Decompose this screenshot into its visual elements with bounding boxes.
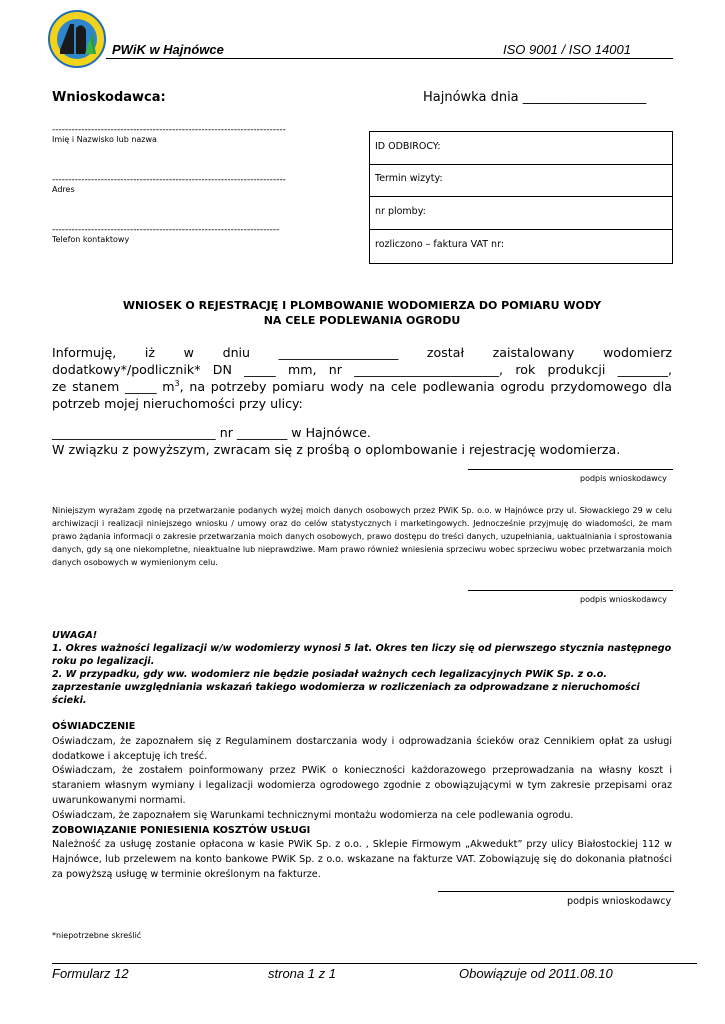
address-field[interactable]: [52, 175, 286, 194]
declaration-p3: Oświadczam, że zapoznałem się Warunkami technicznymi montażu wodomierza na cele podlewania ogrodu.: [52, 809, 574, 821]
phone-dashes: ----------------------------------------------------------------------: [52, 225, 280, 235]
signature-label-3: podpis wnioskodawcy: [567, 896, 672, 907]
form-title: [52, 298, 672, 328]
phone-label: Telefon kontaktowy: [52, 235, 130, 244]
city-date-field[interactable]: Hajnówka dnia ___________________: [423, 90, 647, 105]
seal-number-row[interactable]: [370, 197, 672, 230]
signature-line-3[interactable]: [438, 891, 674, 892]
cost-paragraph: Należność za usługę zostanie opłacona w kasie PWiK Sp. z o.o. , Sklepie Firmowym „Akwedukt” przy ulicy Białostockiej 112 w Hajnówce, lub przelewem na konto bankowe PWiK Sp. z o.o. wskazane na fakturze VAT. Zobowiązuję się do dokonania płatności za powyższą usługę w terminie określonym na fakturze.: [52, 839, 672, 880]
request-line: W związku z powyższym, zwracam się z prośbą o oplombowanie i rejestrację wodomierza.: [52, 442, 621, 457]
form-title-line2: NA CELE PODLEWANIA OGRODU: [263, 314, 461, 327]
customer-id-label: ID ODBIROCY:: [375, 141, 441, 152]
stan-text: ze stanem _____ m: [52, 379, 175, 394]
statement-line4: potrzeb mojej nieruchomości przy ulicy:: [52, 396, 303, 411]
signature-label-1: podpis wnioskodawcy: [580, 474, 667, 483]
footnote: *niepotrzebne skreślić: [52, 931, 142, 940]
statement-line2[interactable]: dodatkowy*/podlicznik* DN _____ mm, nr _______________________, rok produkcji ________,: [52, 362, 672, 377]
declaration-block: [52, 720, 672, 883]
name-field[interactable]: [52, 125, 286, 144]
phone-field[interactable]: [52, 225, 279, 244]
stan-text-rest: , na potrzeby pomiaru wody na cele podlewania ogrodu przydomowego dla: [179, 379, 672, 394]
warning-block: [52, 629, 672, 707]
office-use-box: [369, 131, 673, 264]
signature-line-1[interactable]: [468, 469, 673, 470]
declaration-p1: Oświadczam, że zapoznałem się z Regulaminem dostarczania wody i odprowadzania ścieków oraz Cennikiem opłat za usługi dodatkowe i akceptuję ich treść.: [52, 735, 672, 762]
header-rule: [106, 58, 673, 59]
footer-valid-from: Obowiązuje od 2011.08.10: [459, 966, 613, 981]
invoice-row[interactable]: [370, 230, 672, 262]
declaration-heading: OŚWIADCZENIE: [52, 721, 136, 732]
footer-rule: [52, 963, 697, 964]
address-label: Adres: [52, 185, 75, 194]
form-title-line1: WNIOSEK O REJESTRACJĘ I PLOMBOWANIE WODOMIERZA DO POMIARU WODY: [122, 299, 602, 312]
declaration-p2: Oświadczam, że zostałem poinformowany przez PWiK o konieczności każdorazowego przeprowadzania na własny koszt i staraniem własnym wymiany i legalizacji wodomierza ogrodowego zgodnie z obowiązującymi w tym zakresie przepisami oraz uwarunkowanymi normami.: [52, 765, 672, 806]
address-dashes: ------------------------------------------------------------------------: [52, 175, 286, 185]
cubic-superscript: 3: [174, 378, 180, 388]
street-line[interactable]: __________________________ nr ________ w Hajnówce.: [52, 425, 371, 440]
customer-id-row[interactable]: [370, 132, 672, 165]
seal-number-label: nr plomby:: [375, 206, 426, 217]
statement-street: [52, 424, 672, 458]
footer-form-number: Formularz 12: [52, 966, 129, 981]
company-name: PWiK w Hajnówce: [112, 42, 224, 57]
name-label: Imię i Nazwisko lub nazwa: [52, 135, 157, 144]
visit-date-label: Termin wizyty:: [375, 173, 443, 184]
warning-heading: UWAGA!: [52, 630, 98, 641]
footer-page: strona 1 z 1: [268, 966, 336, 981]
warning-point-2: 2. W przypadku, gdy ww. wodomierz nie będzie posiadał ważnych cech legalizacyjnych PWiK Sp. z o.o. zaprzestanie uwzględniania wskazań takiego wodomierza w rozliczeniach za odprowadzane z nieruchomości ścieki.: [52, 669, 640, 706]
signature-line-2[interactable]: [468, 590, 673, 591]
warning-point-1: 1. Okres ważności legalizacji w/w wodomierzy wynosi 5 lat. Okres ten liczy się od pierwszego stycznia następnego roku po legalizacji.: [52, 643, 672, 667]
cost-heading: ZOBOWIĄZANIE PONIESIENIA KOSZTÓW USŁUGI: [52, 824, 311, 836]
company-logo: [48, 10, 106, 68]
applicant-heading: Wnioskodawca:: [52, 90, 166, 105]
visit-date-row[interactable]: [370, 164, 672, 197]
iso-label: ISO 9001 / ISO 14001: [503, 42, 631, 57]
statement-line1[interactable]: Informuję, iż w dniu ___________________ został zaistalowany wodomierz: [52, 345, 672, 360]
statement: [52, 344, 672, 412]
invoice-label: rozliczono – faktura VAT nr:: [375, 239, 505, 250]
signature-label-2: podpis wnioskodawcy: [580, 595, 667, 604]
name-dashes: ------------------------------------------------------------------------: [52, 125, 286, 135]
statement-line3[interactable]: [52, 378, 672, 395]
privacy-consent: Niniejszym wyrażam zgodę na przetwarzanie podanych wyżej moich danych osobowych przez PWiK Sp. o.o. w Hajnówce przy ul. Słowackiego 29 w celu archiwizacji i realizacji niniejszego wniosku / umowy oraz do celów statystycznych i marketingowych. Jednocześnie przyjmuję do wiadomości, że mam prawo żądania informacji o zakresie przetwarzania moich danych osobowych, prawo dostępu do treści danych, uzupełniania, uaktualniania i sprostowania danych, gdy są one niekompletne, nieaktualne lub nieprawdziwe. Mam prawo również wniesienia sprzeciwu wobec sprzeciwu wobec przetwarzania moich danych osobowych w wymienionym celu.: [52, 506, 672, 567]
